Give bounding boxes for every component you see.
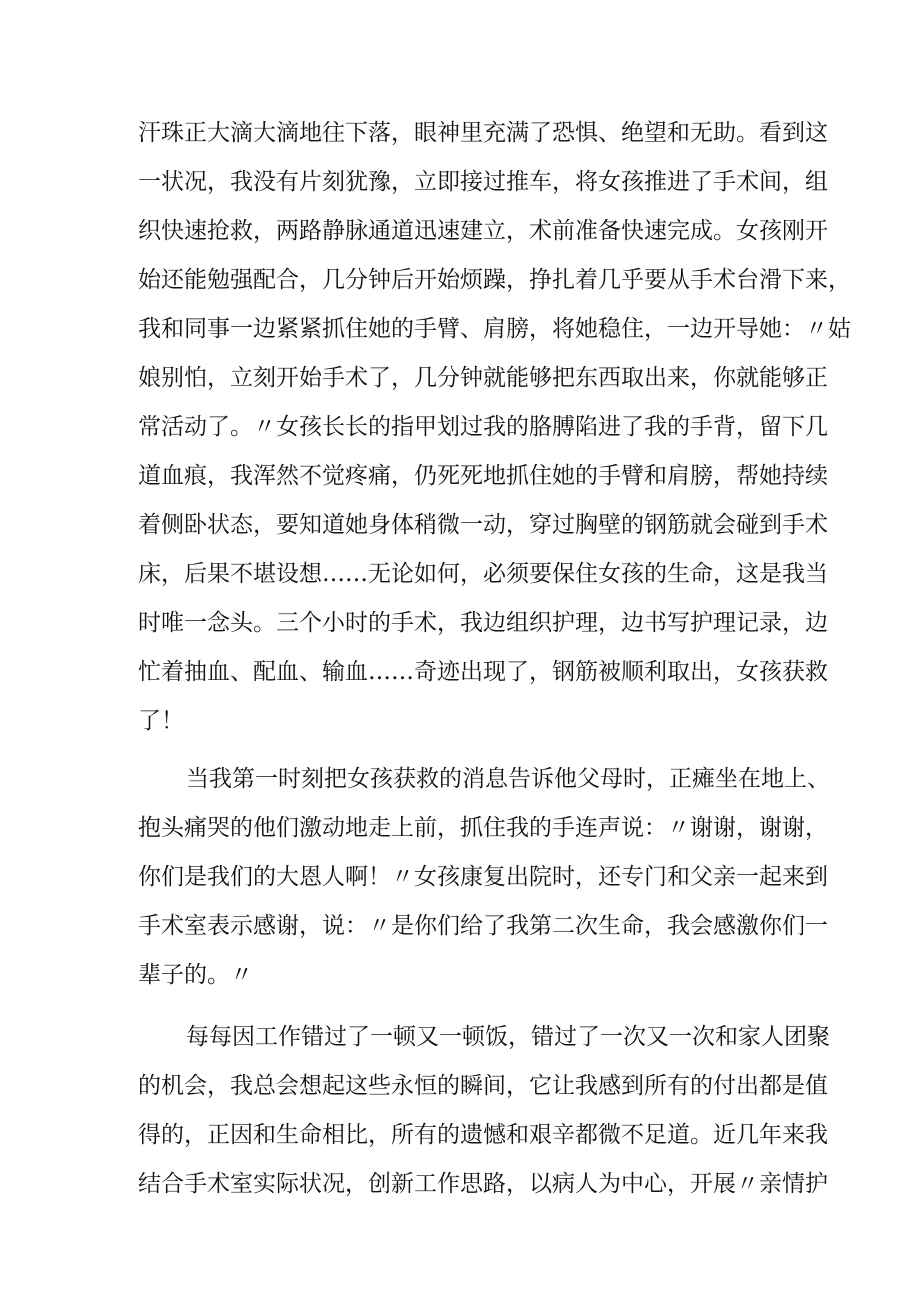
text-line: 时唯一念头。三个小时的手术，我边组织护理，边书写护理记录，边 <box>138 610 828 636</box>
text-line: 一状况，我没有片刻犹豫，立即接过推车，将女孩推进了手术间，组 <box>138 169 828 195</box>
text-line: 结合手术室实际状况，创新工作思路，以病人为中心，开展〃亲情护 <box>138 1171 828 1197</box>
text-line: 我和同事一边紧紧抓住她的手臂、肩膀，将她稳住，一边开导她：〃姑 <box>138 316 851 342</box>
text-line: 常活动了。〃女孩长长的指甲划过我的胳膊陷进了我的手背，留下几 <box>138 414 828 440</box>
text-line: 手术室表示感谢，说：〃是你们给了我第二次生命，我会感激你们一 <box>138 913 828 939</box>
text-line: 抱头痛哭的他们激动地走上前，抓住我的手连声说：〃谢谢，谢谢， <box>138 815 828 841</box>
text-line: 每每因工作错过了一顿又一顿饭，错过了一次又一次和家人团聚 <box>186 1024 830 1050</box>
text-line: 了！ <box>138 708 184 734</box>
text-line: 的机会，我总会想起这些永恒的瞬间，它让我感到所有的付出都是值 <box>138 1073 828 1099</box>
text-line: 始还能勉强配合，几分钟后开始烦躁，挣扎着几乎要从手术台滑下来， <box>138 267 851 293</box>
text-line: 当我第一时刻把女孩获救的消息告诉他父母时，正瘫坐在地上、 <box>186 766 830 792</box>
text-line: 辈子的。〃 <box>138 962 253 988</box>
text-line: 床，后果不堪设想……无论如何，必须要保住女孩的生命，这是我当 <box>138 561 828 587</box>
text-line: 汗珠正大滴大滴地往下落，眼神里充满了恐惧、绝望和无助。看到这 <box>138 120 828 146</box>
text-line: 织快速抢救，两路静脉通道迅速建立，术前准备快速完成。女孩刚开 <box>138 218 828 244</box>
text-line: 得的，正因和生命相比，所有的遗憾和艰辛都微不足道。近几年来我 <box>138 1122 828 1148</box>
text-line: 你们是我们的大恩人啊！〃女孩康复出院时，还专门和父亲一起来到 <box>138 864 828 890</box>
text-line: 道血痕，我浑然不觉疼痛，仍死死地抓住她的手臂和肩膀，帮她持续 <box>138 463 828 489</box>
text-line: 忙着抽血、配血、输血……奇迹出现了，钢筋被顺利取出，女孩获救 <box>138 659 828 685</box>
text-line: 着侧卧状态，要知道她身体稍微一动，穿过胸壁的钢筋就会碰到手术 <box>138 512 828 538</box>
text-line: 娘别怕，立刻开始手术了，几分钟就能够把东西取出来，你就能够正 <box>138 365 828 391</box>
